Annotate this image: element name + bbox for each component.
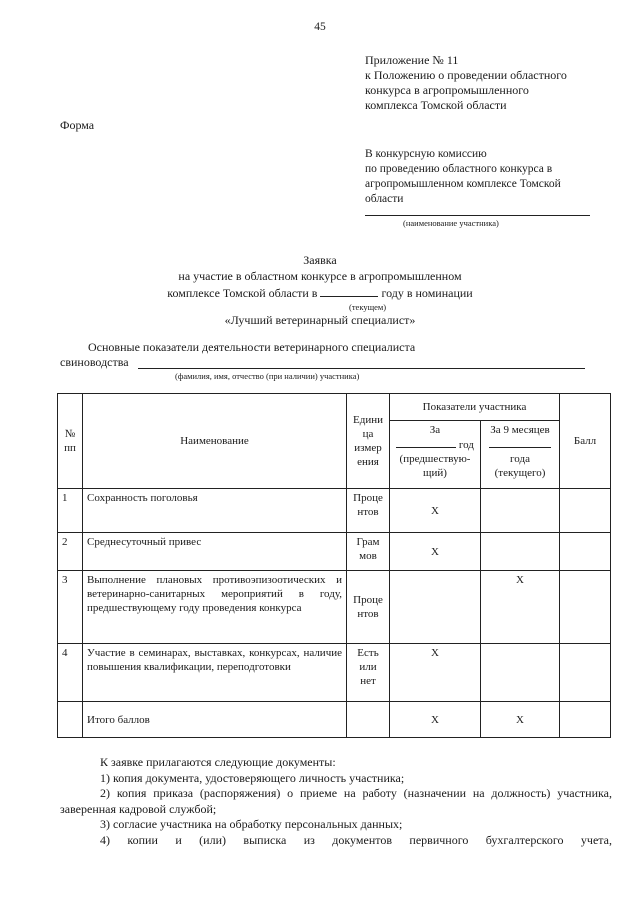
row-current[interactable] [481, 644, 560, 702]
indicators-specialty: свиноводства [60, 355, 129, 369]
table-row [58, 533, 611, 571]
appendix-header [365, 53, 625, 113]
header-year-word: года [510, 453, 530, 465]
current-year-blank[interactable] [489, 437, 551, 448]
application-line: на участие в областном конкурсе в агропромышленном [178, 269, 462, 283]
indicators-table [57, 393, 611, 738]
row-prev[interactable]: Х [390, 489, 481, 533]
row-prev[interactable] [390, 571, 481, 644]
attached-documents [60, 755, 612, 848]
header-name: Наименование [83, 394, 347, 489]
row-prev[interactable]: Х [390, 533, 481, 571]
page-number: 45 [314, 21, 326, 33]
commission-line: по проведению областного конкурса в [365, 163, 553, 175]
total-current[interactable]: Х [481, 702, 560, 738]
row-num: 1 [58, 489, 83, 533]
row-name: Выполнение плановых противоэпизоотических и ветеринарно-санитарных мероприятий в году, предшествующему году проведения конкурса [83, 571, 347, 644]
application-line-year [0, 285, 640, 301]
year-blank-field[interactable] [320, 285, 378, 297]
table-row [58, 644, 611, 702]
header-score: Балл [560, 394, 611, 489]
commission-line: В конкурсную комиссию [365, 148, 487, 160]
header-current-year [481, 421, 560, 489]
document-item: 3) согласие участника на обработку персональных данных; [100, 817, 403, 831]
total-prev[interactable]: Х [390, 702, 481, 738]
document-item: 2) копия приказа (распоряжения) о приеме на работу (назначении на должность) участника, заверенная кадровой службой; [60, 786, 612, 816]
header-unit: Едини ца измер ения [347, 394, 390, 489]
total-label: Итого баллов [83, 702, 347, 738]
row-num: 4 [58, 644, 83, 702]
row-score[interactable] [560, 489, 611, 533]
table-row [58, 489, 611, 533]
nomination-title: «Лучший ветеринарный специалист» [224, 313, 416, 327]
row-unit: Проце нтов [347, 489, 390, 533]
row-num: 2 [58, 533, 83, 571]
header-participant: Показатели участника [390, 394, 560, 421]
prev-year-blank[interactable] [396, 437, 456, 448]
appendix-line: к Положению о проведении областного [365, 68, 567, 82]
row-unit: Есть или нет [347, 644, 390, 702]
row-unit [347, 702, 390, 738]
row-name: Участие в семинарах, выставках, конкурсах, наличие повышения квалификации, переподготовки [83, 644, 347, 702]
documents-intro: К заявке прилагаются следующие документы: [100, 755, 336, 769]
row-score[interactable] [560, 571, 611, 644]
indicators-heading: Основные показатели деятельности ветеринарного специалиста [88, 340, 416, 354]
form-label: Форма [60, 118, 95, 132]
header-nine-months: За 9 месяцев [490, 424, 550, 436]
row-prev[interactable]: Х [390, 644, 481, 702]
document-item: 4) копии и (или) выписка из документов первичного бухгалтерского учета, [100, 832, 612, 847]
header-prev-note: (предшествую-щий) [399, 453, 471, 479]
row-score[interactable] [560, 644, 611, 702]
row-current[interactable]: Х [481, 571, 560, 644]
row-unit: Проце нтов [347, 571, 390, 644]
commission-address [365, 147, 605, 207]
row-num: 3 [58, 571, 83, 644]
appendix-line: Приложение № 11 [365, 53, 459, 67]
application-title: Заявка [303, 253, 337, 267]
row-unit: Грам мов [347, 533, 390, 571]
total-score[interactable] [560, 702, 611, 738]
commission-line: агропромышленном комплексе Томской [365, 178, 561, 190]
commission-line: области [365, 193, 404, 205]
row-current[interactable] [481, 533, 560, 571]
header-prev-year [390, 421, 481, 489]
header-prev-year-word: год [458, 439, 474, 451]
participant-caption: (наименование участника) [403, 218, 499, 228]
header-prev-label: За [429, 424, 441, 436]
row-score[interactable] [560, 533, 611, 571]
row-num [58, 702, 83, 738]
row-current[interactable] [481, 489, 560, 533]
header-current-note: (текущего) [494, 467, 546, 479]
row-name: Сохранность поголовья [83, 489, 347, 533]
table-total-row [58, 702, 611, 738]
appendix-line: комплекса Томской области [365, 98, 507, 112]
application-text: году в номинации [381, 286, 473, 300]
application-text: комплексе Томской области в [167, 286, 318, 300]
current-year-caption: (текущем) [349, 302, 387, 312]
table-row [58, 571, 611, 644]
fio-caption: (фамилия, имя, отчество (при наличии) участника) [175, 371, 360, 381]
header-num: № пп [58, 394, 83, 489]
appendix-line: конкурса в агропромышленного [365, 83, 529, 97]
row-name: Среднесуточный привес [83, 533, 347, 571]
document-item: 1) копия документа, удостоверяющего личность участника; [100, 770, 405, 785]
